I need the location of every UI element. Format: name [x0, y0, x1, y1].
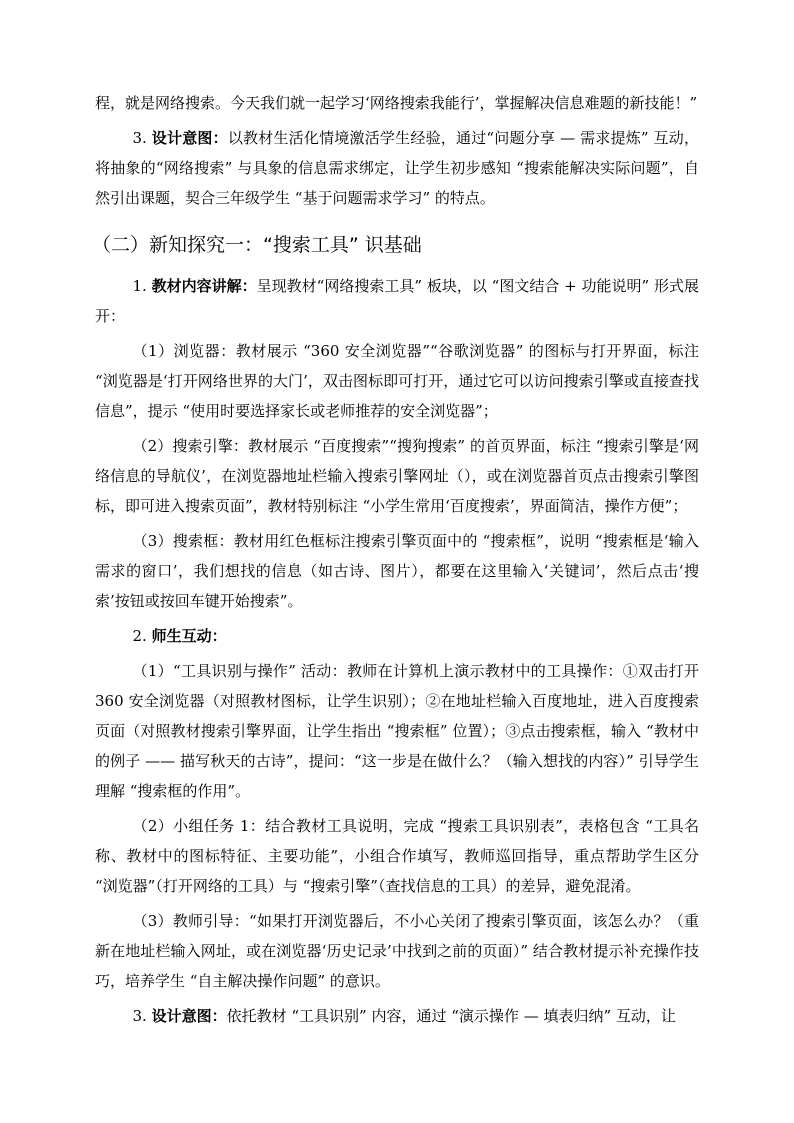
section-heading: （二）新知探究一：“搜索工具” 识基础 [92, 234, 422, 256]
paragraph-text: （3）搜索框：教材用红色框标注搜索引擎页面中的 “搜索框”，说明 “搜索框是‘输入需求的窗口’，我们想找的信息（如古诗、图片），都要在这里输入‘关键词’，然后点击‘搜索’按钮或按回车键开始搜索”。 [95, 532, 699, 610]
list-number: 3. [132, 129, 152, 147]
document-page [92, 88, 699, 1036]
paragraph-text: 依托教材 “工具识别” 内容，通过 “演示操作 — 填表归纳” 互动，让 [226, 1007, 676, 1025]
paragraph-design-intent-2 [95, 1001, 699, 1031]
bold-label: 教材内容讲解： [151, 277, 257, 295]
bold-label: 设计意图： [151, 1007, 227, 1025]
paragraph-text: 呈现教材“网络搜索工具” 板块，以 “图文结合 + 功能说明” 形式展开： [95, 277, 699, 325]
paragraph-search-engine [95, 431, 699, 521]
paragraph-intro-end [95, 88, 699, 118]
paragraph-text: （1）浏览器：教材展示 “360 安全浏览器”“谷歌浏览器” 的图标与打开界面，标注 “浏览器是‘打开网络世界的大门’，双击图标即可打开，通过它可以访问搜索引擎或直接查找信息”，提示 “使用时要选择家长或老师推荐的安全浏览器”； [95, 342, 699, 420]
bold-label: 师生互动： [151, 627, 227, 645]
bold-label: 设计意图： [151, 129, 228, 147]
list-number: 1. [132, 277, 152, 295]
list-number: 3. [132, 1007, 152, 1025]
paragraph-activity-1 [95, 656, 699, 806]
paragraph-text: 程，就是网络搜索。今天我们就一起学习‘网络搜索我能行’，掌握解决信息难题的新技能！” [95, 94, 698, 112]
list-number: 2. [132, 627, 152, 645]
paragraph-design-intent-1 [95, 123, 699, 213]
paragraph-text: （2）小组任务 1：结合教材工具说明，完成 “搜索工具识别表”，表格包含 “工具名称、教材中的图标特征、主要功能”，小组合作填写，教师巡回指导，重点帮助学生区分 “浏览器”（打开网络的工具）与 “搜索引擎”（查找信息的工具）的差异，避免混淆。 [95, 817, 699, 895]
paragraph-text: （3）教师引导：“如果打开浏览器后，不小心关闭了搜索引擎页面，该怎么办？（重新在地址栏输入网址，或在浏览器‘历史记录’中找到之前的页面）” 结合教材提示补充操作技巧，培养学生 “自主解决操作问题” 的意识。 [95, 912, 699, 990]
paragraph-browser [95, 336, 699, 426]
paragraph-text: （1）“工具识别与操作” 活动：教师在计算机上演示教材中的工具操作：①双击打开 360 安全浏览器（对照教材图标，让学生识别）；②在地址栏输入百度地址，进入百度搜索页面（对照教材搜索引擎界面，让学生指出 “搜索框” 位置）；③点击搜索框，输入 “教材中的例子 —— 描写秋天的古诗”，提问：“这一步是在做什么？（输入想找的内容）” 引导学生理解 “搜索框的作用”。 [95, 662, 699, 800]
paragraph-search-box [95, 526, 699, 616]
paragraph-text: （2）搜索引擎：教材展示 “百度搜索”“搜狗搜索” 的首页界面，标注 “搜索引擎是‘网络信息的导航仪’，在浏览器地址栏输入搜索引擎网址（），或在浏览器首页点击搜索引擎图标，即可进入搜索页面”，教材特别标注 “小学生常用‘百度搜索’，界面简洁，操作方便”； [95, 437, 699, 515]
paragraph-teacher-guide [95, 906, 699, 996]
paragraph-group-task [95, 811, 699, 901]
paragraph-text: 以教材生活化情境激活学生经验，通过“问题分享 — 需求提炼” 互动，将抽象的“网络搜索” 与具象的信息需求绑定，让学生初步感知 “搜索能解决实际问题”，自然引出课题，契合三年级学生 “基于问题需求学习” 的特点。 [95, 129, 699, 207]
paragraph-interaction-title [95, 621, 699, 651]
paragraph-textbook-content [95, 271, 699, 331]
